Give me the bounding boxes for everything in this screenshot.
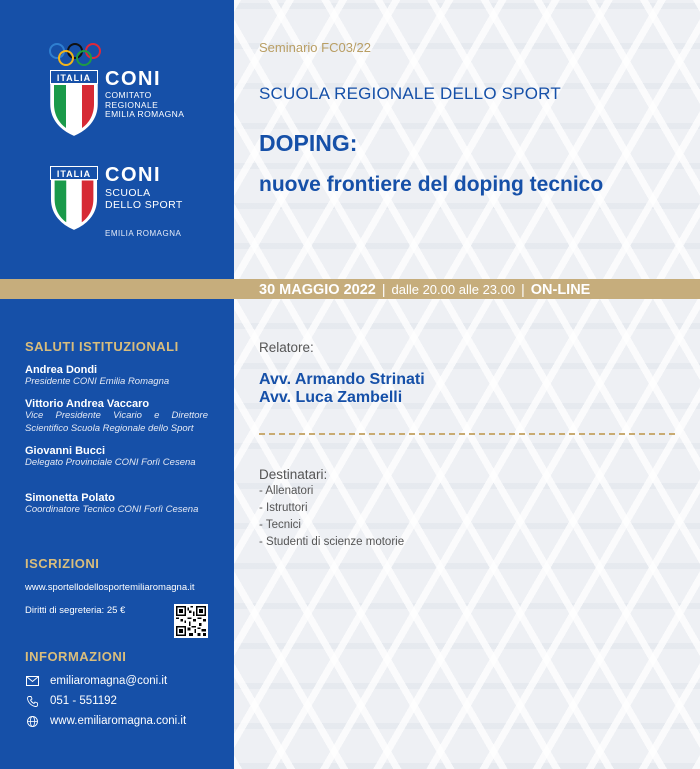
- event-subtitle: nuove frontiere del doping tecnico: [259, 173, 604, 196]
- date-band: [0, 279, 700, 299]
- event-mode: ON-LINE: [530, 282, 591, 298]
- divider: [259, 433, 675, 435]
- person-role: Presidente CONI Emilia Romagna: [25, 376, 170, 387]
- fee-text: Diritti di segreteria: 25 €: [25, 605, 126, 616]
- speaker-name: Avv. Luca Zambelli: [259, 389, 403, 406]
- person-entry: [25, 492, 208, 517]
- iscrizioni-link[interactable]: www.sportellodellosportemiliaromagna.it: [25, 582, 195, 593]
- person-role: Coordinatore Tecnico CONI Forlì Cesena: [25, 504, 199, 515]
- phone-row[interactable]: [25, 694, 117, 708]
- informazioni-title: INFORMAZIONI: [25, 649, 127, 664]
- event-time: dalle 20.00 alle 23.00: [391, 282, 516, 297]
- coni-title: CONI: [105, 164, 161, 186]
- date-band-text: 30 MAGGIO 2022 | dalle 20.00 alle 23.00 | ON-LINE: [259, 281, 591, 298]
- olympic-rings-icon: [48, 42, 102, 68]
- destinatari-item: - Studenti di scienze motorie: [259, 536, 405, 548]
- web-text[interactable]: www.emiliaromagna.coni.it: [50, 715, 187, 727]
- coni-subtitle: SCUOLA DELLO SPORT: [105, 187, 183, 211]
- coni-subtitle: COMITATO REGIONALE EMILIA ROMAGNA: [105, 90, 185, 119]
- relatore-label: Relatore:: [259, 340, 314, 355]
- person-role: Delegato Provinciale CONI Forlì Cesena: [25, 457, 196, 468]
- destinatari-item: - Tecnici: [259, 519, 301, 531]
- school-title: SCUOLA REGIONALE DELLO SPORT: [259, 84, 561, 103]
- person-entry: [25, 398, 208, 435]
- speaker-name: Avv. Armando Strinati: [259, 371, 425, 388]
- destinatari-item: - Allenatori: [259, 485, 314, 497]
- qr-code-icon[interactable]: [174, 604, 208, 638]
- left-panel: [0, 0, 234, 769]
- shield-tag: ITALIA: [50, 70, 98, 84]
- destinatari-label: Destinatari:: [259, 467, 328, 482]
- region-label: EMILIA ROMAGNA: [105, 229, 182, 238]
- person-entry: [25, 364, 208, 389]
- person-name: Giovanni Bucci: [25, 445, 106, 457]
- seminar-code: Seminario FC03/22: [259, 40, 371, 55]
- person-name: Simonetta Polato: [25, 492, 115, 504]
- person-role: Vice Presidente Vicario e Direttore Scientifico Scuola Regionale dello Sport: [25, 410, 208, 434]
- globe-icon: [25, 714, 39, 728]
- web-row[interactable]: [25, 714, 186, 728]
- phone-icon: [25, 694, 39, 708]
- person-name: Vittorio Andrea Vaccaro: [25, 398, 150, 410]
- event-date: 30 MAGGIO 2022: [259, 282, 376, 298]
- person-name: Andrea Dondi: [25, 364, 98, 376]
- event-title: DOPING:: [259, 130, 358, 156]
- person-entry: [25, 445, 208, 470]
- envelope-icon: [25, 674, 39, 688]
- destinatari-item: - Istruttori: [259, 502, 308, 514]
- email-row[interactable]: [25, 674, 167, 688]
- shield-tag: ITALIA: [50, 166, 98, 180]
- iscrizioni-title: ISCRIZIONI: [25, 556, 100, 571]
- saluti-title: SALUTI ISTITUZIONALI: [25, 339, 179, 354]
- coni-title: CONI: [105, 68, 161, 90]
- phone-text[interactable]: 051 - 551192: [50, 695, 117, 707]
- email-text[interactable]: emiliaromagna@coni.it: [50, 675, 168, 687]
